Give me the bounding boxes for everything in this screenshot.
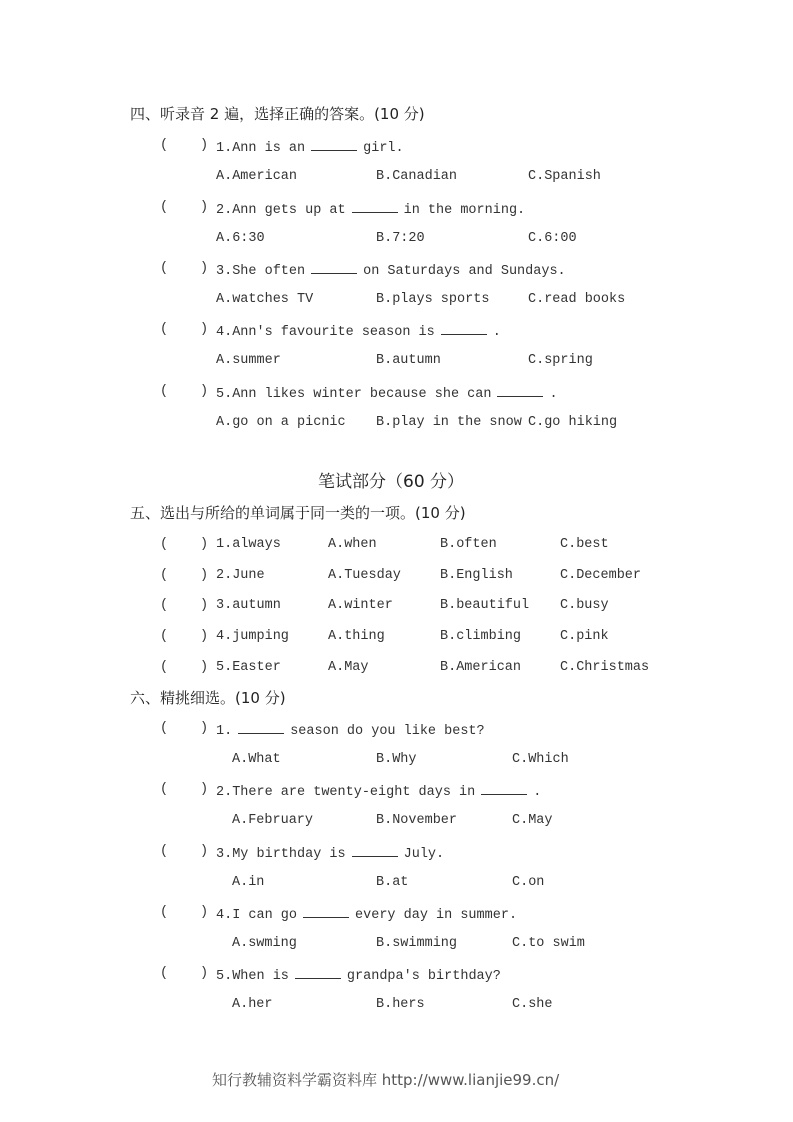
option-a: A.6:30 [216, 231, 265, 246]
answer-blank [497, 383, 543, 397]
question-text [216, 260, 566, 281]
question-post: . [533, 785, 542, 800]
options-row [0, 751, 793, 769]
option-a: A.in [232, 875, 265, 890]
bracket-open: ( [160, 568, 169, 583]
question-pre: There are twenty-eight days in [232, 785, 476, 800]
option-b: B.Why [376, 752, 417, 767]
question-row [0, 199, 793, 217]
bracket-open: ( [160, 782, 169, 797]
question-post: season do you like best? [290, 724, 485, 739]
question-number: 3. [216, 847, 233, 862]
question-post: . [549, 387, 558, 402]
option-c: C.spring [528, 353, 593, 368]
question-post: every day in summer. [355, 908, 518, 923]
question-row [0, 781, 793, 799]
section4-heading: 四、听录音 2 遍，选择正确的答案。(10 分) [130, 105, 425, 123]
question-number: 1. [216, 724, 233, 739]
option-b: B.hers [376, 997, 425, 1012]
options-row [0, 996, 793, 1014]
question-pre: Ann is an [232, 141, 306, 156]
question-pre: Ann's favourite season is [232, 325, 435, 340]
option-b: B.autumn [376, 353, 441, 368]
section6-heading: 六、精挑细选。(10 分) [130, 689, 286, 707]
bracket-close: ) [200, 598, 209, 613]
question-number: 4. [216, 908, 233, 923]
question-number: 5. [216, 969, 233, 984]
option-b: B.American [440, 660, 522, 675]
option-a: A.thing [328, 629, 385, 644]
options-row [0, 874, 793, 892]
answer-bracket[interactable] [160, 628, 208, 646]
option-b: B.climbing [440, 629, 522, 644]
option-a: A.February [232, 813, 314, 828]
question-row [0, 597, 793, 615]
option-c: C.Which [512, 752, 569, 767]
option-c: C.on [512, 875, 545, 890]
answer-blank [303, 904, 349, 918]
bracket-close: ) [200, 782, 209, 797]
question-pre: My birthday is [232, 847, 346, 862]
options-row [0, 168, 793, 186]
question-text [216, 137, 404, 158]
option-a: A.swming [232, 936, 297, 951]
answer-blank [481, 781, 527, 795]
bracket-close: ) [200, 138, 209, 153]
question-number: 5. [216, 387, 233, 402]
bracket-open: ( [160, 261, 169, 276]
question-row [0, 137, 793, 155]
question-pre: Ann likes winter because she can [232, 387, 492, 402]
bracket-open: ( [160, 660, 169, 675]
option-a: A.go on a picnic [216, 415, 346, 430]
option-c: C.to swim [512, 936, 585, 951]
bracket-open: ( [160, 966, 169, 981]
option-b: B.7:20 [376, 231, 425, 246]
answer-blank [311, 137, 357, 151]
option-c: C.May [512, 813, 553, 828]
question-text [216, 720, 485, 741]
bracket-close: ) [200, 568, 209, 583]
options-row [0, 291, 793, 309]
bracket-open: ( [160, 844, 169, 859]
option-b: B.English [440, 568, 513, 583]
question-row [0, 843, 793, 861]
answer-bracket[interactable] [160, 321, 208, 339]
bracket-close: ) [200, 844, 209, 859]
option-a: A.summer [216, 353, 281, 368]
bracket-open: ( [160, 721, 169, 736]
bracket-close: ) [200, 905, 209, 920]
bracket-close: ) [200, 200, 209, 215]
answer-blank [352, 199, 398, 213]
bracket-close: ) [200, 261, 209, 276]
bracket-open: ( [160, 200, 169, 215]
options-row [0, 352, 793, 370]
option-c: C.go hiking [528, 415, 618, 430]
answer-bracket[interactable] [160, 904, 208, 922]
bracket-open: ( [160, 384, 169, 399]
option-c: C.Spanish [528, 169, 601, 184]
question-text [216, 321, 501, 342]
question-text [216, 965, 501, 986]
answer-bracket[interactable] [160, 137, 208, 155]
question-pre: Ann gets up at [232, 203, 346, 218]
answer-bracket[interactable] [160, 260, 208, 278]
question-word: 4.jumping [216, 629, 289, 644]
question-row [0, 383, 793, 401]
bracket-close: ) [200, 721, 209, 736]
option-c: C.pink [560, 629, 609, 644]
answer-blank [441, 321, 487, 335]
option-b: B.play in the snow [376, 415, 522, 430]
option-a: A.May [328, 660, 369, 675]
options-row [0, 812, 793, 830]
answer-bracket[interactable] [160, 659, 208, 677]
option-a: A.Tuesday [328, 568, 401, 583]
question-row [0, 904, 793, 922]
question-number: 3. [216, 264, 233, 279]
answer-blank [352, 843, 398, 857]
bracket-open: ( [160, 537, 169, 552]
question-row [0, 720, 793, 738]
question-post: on Saturdays and Sundays. [363, 264, 566, 279]
question-word: 2.June [216, 568, 265, 583]
bracket-close: ) [200, 966, 209, 981]
option-b: B.Canadian [376, 169, 458, 184]
question-row [0, 321, 793, 339]
option-c: C.busy [560, 598, 609, 613]
question-number: 2. [216, 203, 233, 218]
question-text [216, 199, 525, 220]
option-b: B.beautiful [440, 598, 530, 613]
answer-bracket[interactable] [160, 720, 208, 738]
option-c: C.she [512, 997, 553, 1012]
options-row [0, 414, 793, 432]
question-row [0, 536, 793, 554]
answer-bracket[interactable] [160, 536, 208, 554]
question-post: in the morning. [403, 203, 526, 218]
question-word: 3.autumn [216, 598, 281, 613]
question-text [216, 781, 541, 802]
footer-watermark: 知行教辅资料学霸资料库 http://www.lianjie99.cn/ [212, 1071, 560, 1089]
options-row [0, 935, 793, 953]
option-c: C.read books [528, 292, 626, 307]
question-pre: She often [232, 264, 306, 279]
option-c: C.December [560, 568, 642, 583]
question-pre: When is [232, 969, 289, 984]
question-number: 1. [216, 141, 233, 156]
option-b: B.at [376, 875, 409, 890]
options-row [0, 230, 793, 248]
question-post: grandpa's birthday? [346, 969, 501, 984]
question-number: 2. [216, 785, 233, 800]
option-a: A.winter [328, 598, 393, 613]
written-part-title: 笔试部分（60 分） [318, 472, 465, 492]
section5-heading: 五、选出与所给的单词属于同一类的一项。(10 分) [130, 504, 466, 522]
answer-bracket[interactable] [160, 965, 208, 983]
bracket-close: ) [200, 537, 209, 552]
answer-bracket[interactable] [160, 383, 208, 401]
question-row [0, 628, 793, 646]
question-number: 4. [216, 325, 233, 340]
answer-bracket[interactable] [160, 199, 208, 217]
bracket-close: ) [200, 322, 209, 337]
option-c: C.best [560, 537, 609, 552]
option-b: B.often [440, 537, 497, 552]
question-text [216, 843, 444, 864]
question-row [0, 567, 793, 585]
question-text [216, 383, 558, 404]
bracket-close: ) [200, 660, 209, 675]
bracket-open: ( [160, 629, 169, 644]
bracket-open: ( [160, 138, 169, 153]
question-pre: I can go [232, 908, 298, 923]
question-post: July. [403, 847, 445, 862]
bracket-close: ) [200, 384, 209, 399]
option-c: C.Christmas [560, 660, 650, 675]
bracket-close: ) [200, 629, 209, 644]
option-b: B.swimming [376, 936, 458, 951]
option-a: A.What [232, 752, 281, 767]
option-b: B.plays sports [376, 292, 490, 307]
answer-blank [311, 260, 357, 274]
option-b: B.November [376, 813, 458, 828]
option-a: A.when [328, 537, 377, 552]
question-row [0, 260, 793, 278]
question-word: 1.always [216, 537, 281, 552]
question-row [0, 965, 793, 983]
answer-bracket[interactable] [160, 843, 208, 861]
question-row [0, 659, 793, 677]
answer-blank [238, 720, 284, 734]
question-word: 5.Easter [216, 660, 281, 675]
question-post: girl. [363, 141, 404, 156]
option-c: C.6:00 [528, 231, 577, 246]
answer-blank [295, 965, 341, 979]
answer-bracket[interactable] [160, 567, 208, 585]
option-a: A.her [232, 997, 273, 1012]
question-text [216, 904, 517, 925]
option-a: A.American [216, 169, 298, 184]
bracket-open: ( [160, 322, 169, 337]
option-a: A.watches TV [216, 292, 314, 307]
answer-bracket[interactable] [160, 781, 208, 799]
question-post: . [492, 325, 501, 340]
bracket-open: ( [160, 598, 169, 613]
answer-bracket[interactable] [160, 597, 208, 615]
bracket-open: ( [160, 905, 169, 920]
